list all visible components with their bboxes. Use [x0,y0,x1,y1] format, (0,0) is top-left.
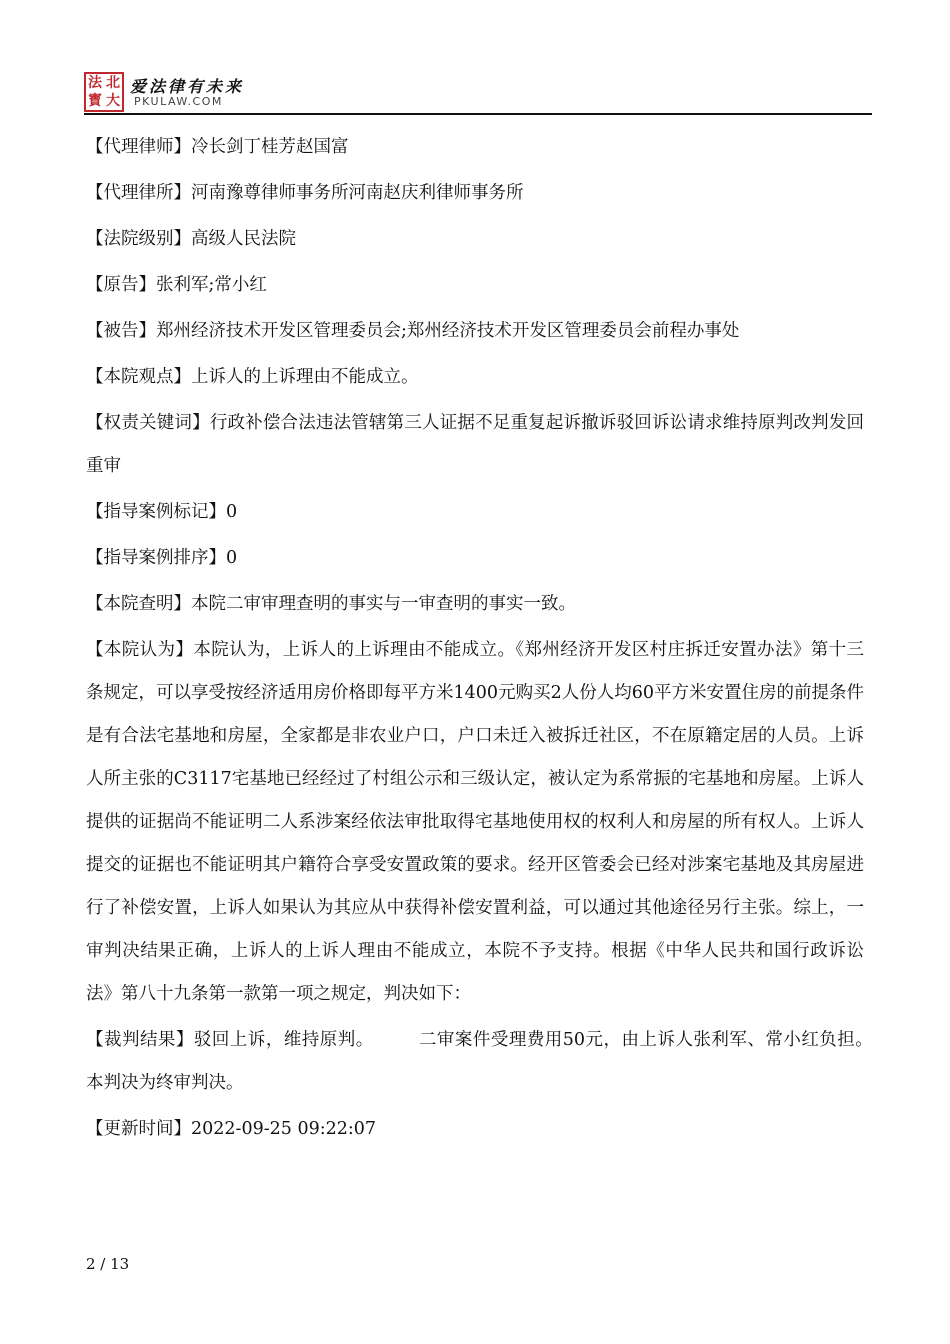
field-law-firms [86,172,864,215]
field-value: 冷长剑丁桂芳赵国富 [191,137,349,157]
pkulaw-logo [84,72,246,112]
field-value: 驳回上诉，维持原判。 二审案件受理费用50元，由上诉人张利军、常小红负担。 本判决为终审判决。 [86,1030,917,1093]
field-update-time [86,1108,864,1151]
field-value: 2022-09-25 09:22:07 [191,1119,377,1139]
field-keywords [86,402,864,488]
field-value: 本院认为，上诉人的上诉理由不能成立。《郑州经济开发区村庄拆迁安置办法》第十三条规定，可以享受按经济适用房价格即每平方米1400元购买2人份人均60平方米安置住房的前提条件是有合法宅基地和房屋，全家都是非农业户口，户口未迁入被拆迁社区，不在原籍定居的人员。上诉人所主张的C3117宅基地已经经过了村组公示和三级认定，被认定为系常振的宅基地和房屋。上诉人提供的证据尚不能证明二人系涉案经依法审批取得宅基地使用权的权利人和房屋的所有权人。上诉人提交的证据也不能证明其户籍符合享受安置政策的要求。经开区管委会已经对涉案宅基地及其房屋进行了补偿安置，上诉人如果认为其应从中获得补偿安置利益，可以通过其他途径另行主张。综上，一审判决结果正确，上诉人的上诉人理由不能成立，本院不予支持。根据《中华人民共和国行政诉讼法》第八十九条第一款第一项之规定，判决如下： [86,640,865,1004]
logo-domain: PKULAW.COM [134,95,223,108]
logo-seal [84,72,124,112]
seal-char: 北 [106,75,120,91]
field-guiding-case-mark [86,491,864,534]
field-label: 【原告】 [86,275,156,295]
field-label: 【法院级别】 [86,229,191,249]
seal-char: 法 [88,75,102,91]
field-defendant [86,310,864,353]
page-number: 2 / 13 [86,1255,130,1273]
field-court-reasoning [86,629,864,1016]
case-details [86,126,917,1154]
logo-slogan: 爱法律有未来 [130,77,245,96]
field-label: 【代理律师】 [86,137,191,157]
field-value: 0 [226,502,238,522]
seal-char: 寳 [88,93,102,109]
field-label: 【权责关键词】 [86,413,210,433]
page-header [0,0,950,118]
field-value: 0 [226,548,238,568]
field-label: 【本院查明】 [86,594,191,614]
field-label: 【本院观点】 [86,367,191,387]
field-label: 【裁判结果】 [86,1030,194,1050]
field-value: 高级人民法院 [191,229,296,249]
field-label: 【更新时间】 [86,1119,191,1139]
field-value: 郑州经济技术开发区管理委员会;郑州经济技术开发区管理委员会前程办事处 [156,321,740,341]
field-value: 行政补偿合法违法管辖第三人证据不足重复起诉撤诉驳回诉讼请求维持原判改判发回重审 [86,413,865,476]
field-label: 【指导案例排序】 [86,548,226,568]
field-value: 本院二审审理查明的事实与一审查明的事实一致。 [191,594,576,614]
field-label: 【本院认为】 [86,640,194,660]
field-label: 【被告】 [86,321,156,341]
seal-char: 大 [106,93,120,109]
field-guiding-case-order [86,537,864,580]
field-lawyers [86,126,864,169]
field-findings [86,583,864,626]
header-rule [84,113,872,115]
field-court-level [86,218,864,261]
field-value: 河南豫尊律师事务所河南赵庆利律师事务所 [191,183,524,203]
field-court-opinion [86,356,864,399]
field-value: 上诉人的上诉理由不能成立。 [191,367,419,387]
field-judgment-result [86,1019,917,1105]
field-label: 【指导案例标记】 [86,502,226,522]
field-value: 张利军;常小红 [156,275,267,295]
field-plaintiff [86,264,864,307]
field-label: 【代理律所】 [86,183,191,203]
